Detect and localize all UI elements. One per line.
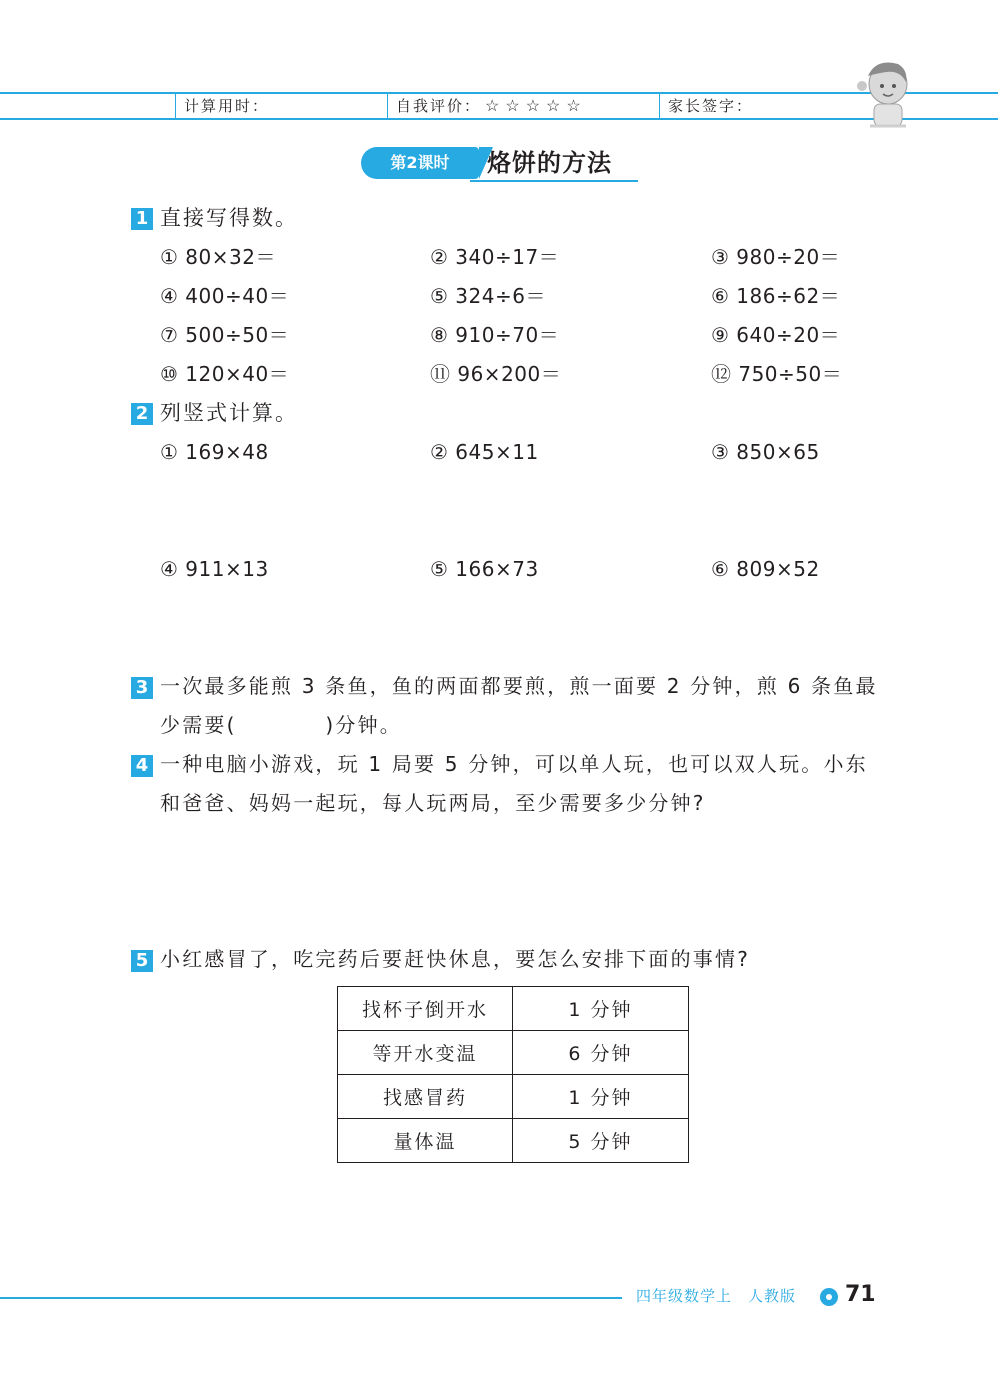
q2-item-5: ⑤ 166×73 (430, 557, 539, 581)
task-cell: 量体温 (338, 1119, 513, 1163)
q1-title: 直接写得数。 (160, 206, 298, 230)
page-number: 71 (845, 1282, 876, 1307)
calc-time-label: 计算用时： (184, 97, 270, 115)
q4-line-1: 一种电脑小游戏，玩 1 局要 5 分钟，可以单人玩，也可以双人玩。小东 (160, 752, 868, 776)
q1-item-11: ⑪ 96×200＝ (430, 362, 562, 386)
q5-number: 5 (131, 950, 153, 972)
q3-line-2: 少需要( )分钟。 (160, 713, 403, 737)
time-cell: 5 分钟 (513, 1119, 689, 1163)
q1-item-8: ⑧ 910÷70＝ (430, 323, 560, 347)
table-row (338, 987, 689, 1031)
q2-item-4: ④ 911×13 (160, 557, 269, 581)
lesson-badge: 第2课时 (361, 147, 479, 179)
task-cell: 找感冒药 (338, 1075, 513, 1119)
footer-line (0, 1297, 622, 1299)
q2-item-1: ① 169×48 (160, 440, 269, 464)
parent-sign-field (659, 94, 859, 118)
q1-item-6: ⑥ 186÷62＝ (711, 284, 841, 308)
q1-item-5: ⑤ 324÷6＝ (430, 284, 546, 308)
q2-item-6: ⑥ 809×52 (711, 557, 820, 581)
task-cell: 找杯子倒开水 (338, 987, 513, 1031)
q1-item-10: ⑩ 120×40＝ (160, 362, 290, 386)
q2-title: 列竖式计算。 (160, 401, 298, 425)
q3-line-1: 一次最多能煎 3 条鱼，鱼的两面都要煎，煎一面要 2 分钟，煎 6 条鱼最 (160, 674, 878, 698)
q2-item-3: ③ 850×65 (711, 440, 820, 464)
q1-item-7: ⑦ 500÷50＝ (160, 323, 290, 347)
q3-number: 3 (131, 677, 153, 699)
table-row (338, 1075, 689, 1119)
q4-text (160, 745, 880, 823)
q5-line-1: 小红感冒了，吃完药后要赶快休息，要怎么安排下面的事情? (160, 947, 751, 971)
self-eval-field (387, 94, 659, 118)
time-cell: 1 分钟 (513, 987, 689, 1031)
title-underline (470, 180, 638, 182)
task-cell: 等开水变温 (338, 1031, 513, 1075)
q5-text (160, 940, 880, 979)
q3-text (160, 667, 880, 745)
q1-item-4: ④ 400÷40＝ (160, 284, 290, 308)
calc-time-field (175, 94, 387, 118)
star-rating[interactable]: ☆☆☆☆☆ (485, 96, 587, 115)
self-eval-label: 自我评价： (396, 97, 482, 115)
q2-number: 2 (131, 403, 153, 425)
q1-item-12: ⑫ 750÷50＝ (711, 362, 843, 386)
q2-item-2: ② 645×11 (430, 440, 539, 464)
footer-dot-icon (820, 1288, 838, 1306)
table-row (338, 1031, 689, 1075)
mascot-illustration (856, 56, 916, 132)
q1-item-1: ① 80×32＝ (160, 245, 276, 269)
table-row (338, 1119, 689, 1163)
footer-book-info: 四年级数学上 人教版 (636, 1287, 797, 1305)
q1-item-2: ② 340÷17＝ (430, 245, 560, 269)
q1-item-3: ③ 980÷20＝ (711, 245, 841, 269)
q4-number: 4 (131, 755, 153, 777)
task-time-table (337, 986, 689, 1163)
time-cell: 6 分钟 (513, 1031, 689, 1075)
parent-sign-label: 家长签字： (668, 97, 754, 115)
header-bar (0, 92, 998, 120)
time-cell: 1 分钟 (513, 1075, 689, 1119)
q4-line-2: 和爸爸、妈妈一起玩，每人玩两局，至少需要多少分钟? (160, 791, 706, 815)
lesson-title: 烙饼的方法 (487, 149, 612, 177)
q1-number: 1 (131, 208, 153, 230)
q1-item-9: ⑨ 640÷20＝ (711, 323, 841, 347)
